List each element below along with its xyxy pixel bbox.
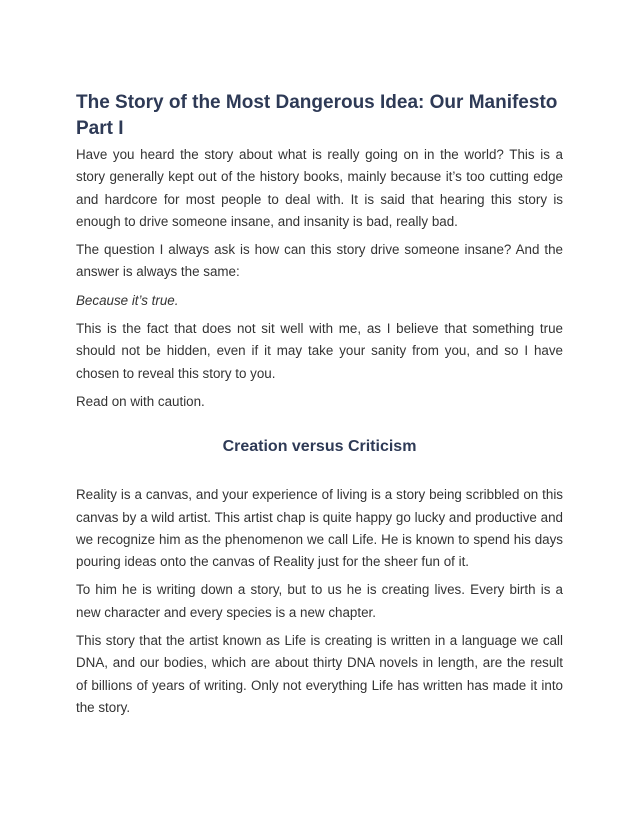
section-heading: Creation versus Criticism	[222, 438, 417, 456]
section-paragraph-3: This story that the artist known as Life is creating is written in a language we call DNA, and our bodies, which are about thirty DNA novels in length, are the result of billions of years of writing. Only not everything Life has written has made it into the story.	[76, 633, 563, 715]
document-page	[76, 90, 563, 725]
intro-paragraph-1: Have you heard the story about what is really going on in the world? This is a story generally kept out of the history books, mainly because it’s too cutting edge and hardcore for most people to deal with. It is said that hearing this story is enough to drive someone insane, and insanity is bad, really bad.	[76, 147, 563, 229]
intro-paragraph-5: Read on with caution.	[76, 393, 205, 409]
intro-paragraph-3: Because it’s true.	[76, 292, 179, 308]
document-title: The Story of the Most Dangerous Idea: Our Manifesto Part I	[76, 92, 558, 139]
intro-paragraph-2: The question I always ask is how can this story drive someone insane? And the answer is always the same:	[76, 242, 563, 280]
section-paragraph-1: Reality is a canvas, and your experience of living is a story being scribbled on this canvas by a wild artist. This artist chap is quite happy go lucky and productive and we recognize him as the phenomenon we call Life. He is known to spend his days pouring ideas onto the canvas of Reality just for the sheer fun of it.	[76, 487, 563, 570]
section-paragraph-2: To him he is writing down a story, but to us he is creating lives. Every birth is a new character and every species is a new chapter.	[76, 582, 563, 620]
intro-paragraph-4: This is the fact that does not sit well with me, as I believe that something true should not be hidden, even if it may take your sanity from you, and so I have chosen to reveal this story to you.	[76, 321, 563, 381]
